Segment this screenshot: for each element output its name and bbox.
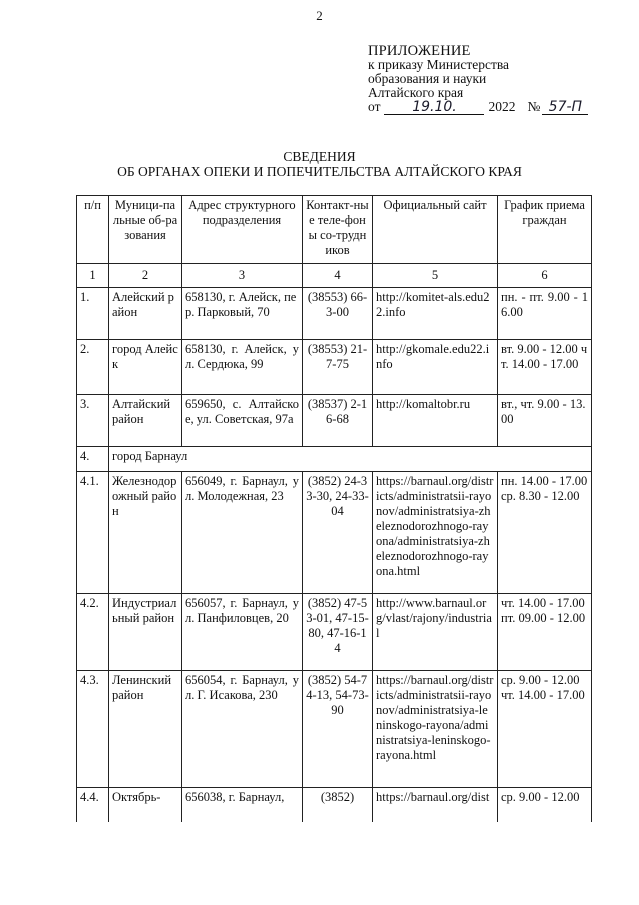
table-row <box>77 340 592 395</box>
row-site[interactable]: http://www.barnaul.org/vlast/rajony/industrial <box>373 594 498 671</box>
title-line-2: ОБ ОРГАНАХ ОПЕКИ И ПОПЕЧИТЕЛЬСТВА АЛТАЙСКОГО КРАЯ <box>117 164 522 179</box>
column-number: 2 <box>109 264 182 288</box>
row-schedule: пн. - пт. 9.00 - 16.00 <box>498 288 592 340</box>
date-prefix: от <box>368 99 381 114</box>
row-municipality: Индустриальный район <box>109 594 182 671</box>
number-prefix: № <box>527 99 541 114</box>
row-number: 1. <box>77 288 109 340</box>
row-phones: (3852) 24-33-30, 24-33-04 <box>303 472 373 594</box>
row-number: 3. <box>77 395 109 447</box>
header-schedule: График приема граждан <box>498 196 592 264</box>
row-phones: (3852) 47-53-01, 47-15-80, 47-16-14 <box>303 594 373 671</box>
header-row <box>77 196 592 264</box>
row-number: 4.3. <box>77 671 109 788</box>
row-number: 2. <box>77 340 109 395</box>
row-address: 656049, г. Барнаул, ул. Молодежная, 23 <box>182 472 303 594</box>
handwritten-number: 57-П <box>542 101 588 115</box>
row-number: 4.4. <box>77 788 109 848</box>
column-number: 5 <box>373 264 498 288</box>
approval-line: образования и науки <box>368 71 487 86</box>
approval-stamp <box>368 44 588 115</box>
row-schedule: пн. 14.00 - 17.00 ср. 8.30 - 12.00 <box>498 472 592 594</box>
section-number: 4. <box>77 447 109 472</box>
row-municipality: Ленинский район <box>109 671 182 788</box>
row-schedule: чт. 14.00 - 17.00 пт. 09.00 - 12.00 <box>498 594 592 671</box>
row-site[interactable]: http://gkomale.edu22.info <box>373 340 498 395</box>
page-number: 2 <box>316 8 323 23</box>
row-address: 656057, г. Барнаул, ул. Панфиловцев, 20 <box>182 594 303 671</box>
header-address: Адрес структурного подразделения <box>182 196 303 264</box>
header-phones: Контакт-ные теле-фоны со-трудников <box>303 196 373 264</box>
row-schedule: ср. 9.00 - 12.00 <box>498 788 592 848</box>
column-number: 3 <box>182 264 303 288</box>
year: 2022 <box>488 99 516 114</box>
row-address: 656038, г. Барнаул, <box>182 788 303 848</box>
approval-date-line <box>368 100 588 115</box>
row-address: 658130, г. Алейск, пер. Парковый, 70 <box>182 288 303 340</box>
row-municipality: Октябрь- <box>109 788 182 848</box>
row-municipality: Алейский район <box>109 288 182 340</box>
table-row <box>77 288 592 340</box>
approval-line: Алтайского края <box>368 85 464 100</box>
table-row <box>77 671 592 788</box>
title-line-1: СВЕДЕНИЯ <box>283 149 356 164</box>
row-number: 4.1. <box>77 472 109 594</box>
table-row <box>77 472 592 594</box>
row-site[interactable]: http://komitet-als.edu22.info <box>373 288 498 340</box>
guardianship-table <box>76 195 592 848</box>
row-municipality: город Алейск <box>109 340 182 395</box>
table-row <box>77 395 592 447</box>
row-site[interactable]: http://komaltobr.ru <box>373 395 498 447</box>
page-bottom-margin <box>0 822 639 905</box>
row-schedule: вт., чт. 9.00 - 13.00 <box>498 395 592 447</box>
row-schedule: вт. 9.00 - 12.00 чт. 14.00 - 17.00 <box>498 340 592 395</box>
handwritten-date: 19.10. <box>384 101 484 115</box>
row-address: 659650, с. Алтайское, ул. Советская, 97а <box>182 395 303 447</box>
row-phones: (38537) 2-16-68 <box>303 395 373 447</box>
column-number: 4 <box>303 264 373 288</box>
row-municipality: Железнодорожный район <box>109 472 182 594</box>
row-phones: (38553) 66-3-00 <box>303 288 373 340</box>
row-site[interactable]: https://barnaul.org/districts/administratsii-rayonov/administratsiya-leninskogo-rayona/administratsiya-leninskogo-rayona.html <box>373 671 498 788</box>
row-address: 658130, г. Алейск, ул. Сердюка, 99 <box>182 340 303 395</box>
row-site[interactable]: https://barnaul.org/districts/administratsii-rayonov/administratsiya-zheleznodorozhnogo-rayona/administratsiya-zheleznodorozhnogo-rayona.html <box>373 472 498 594</box>
header-site: Официальный сайт <box>373 196 498 264</box>
row-municipality: Алтайский район <box>109 395 182 447</box>
column-number: 6 <box>498 264 592 288</box>
approval-line: к приказу Министерства <box>368 57 510 72</box>
column-number: 1 <box>77 264 109 288</box>
approval-title: ПРИЛОЖЕНИЕ <box>368 43 471 59</box>
row-phones: (3852) <box>303 788 373 848</box>
row-schedule: ср. 9.00 - 12.00 чт. 14.00 - 17.00 <box>498 671 592 788</box>
section-row <box>77 447 592 472</box>
section-label: город Барнаул <box>109 447 592 472</box>
row-address: 656054, г. Барнаул, ул. Г. Исакова, 230 <box>182 671 303 788</box>
table-row <box>77 594 592 671</box>
document-title <box>0 149 639 179</box>
column-number-row <box>77 264 592 288</box>
header-num: п/п <box>77 196 109 264</box>
header-municipality: Муници-пальные об-разования <box>109 196 182 264</box>
row-site[interactable]: https://barnaul.org/dist <box>373 788 498 848</box>
row-phones: (38553) 21-7-75 <box>303 340 373 395</box>
row-number: 4.2. <box>77 594 109 671</box>
row-phones: (3852) 54-74-13, 54-73-90 <box>303 671 373 788</box>
